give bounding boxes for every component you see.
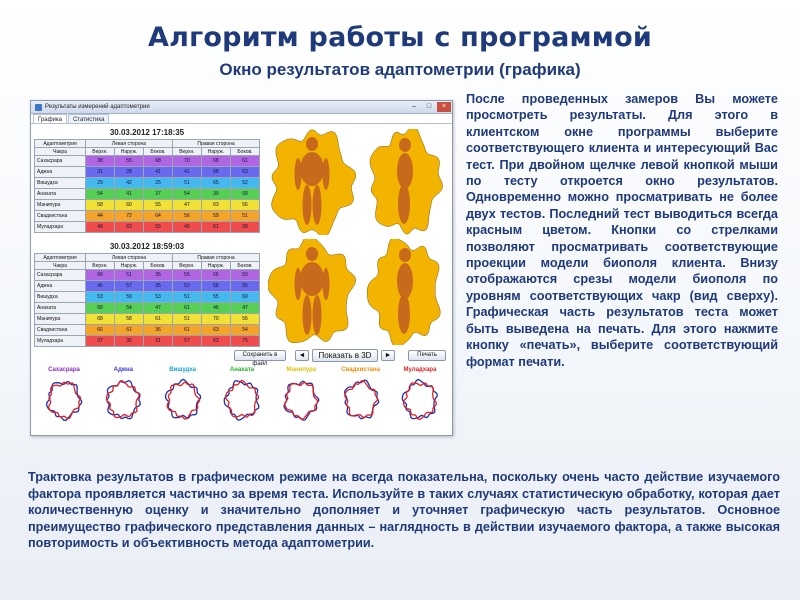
chakra-name: Вишудха bbox=[35, 178, 86, 189]
show-3d-button[interactable]: Показать в 3D bbox=[312, 349, 378, 362]
front-projection bbox=[268, 129, 356, 235]
column-header: Наруж. bbox=[115, 262, 144, 270]
value-cell: 61 bbox=[115, 325, 144, 336]
chakra-slice bbox=[213, 375, 271, 425]
value-cell: 38 bbox=[86, 156, 115, 167]
chakra-section bbox=[35, 365, 93, 425]
test-date: 30.03.2012 17:18:35 bbox=[109, 128, 185, 137]
value-cell: 37 bbox=[86, 336, 115, 347]
slide-subtitle: Окно результатов адаптометрии (графика) bbox=[219, 60, 581, 79]
app-icon bbox=[35, 104, 42, 111]
column-header: Наруж. bbox=[201, 262, 230, 270]
chakra-label: Манипура bbox=[286, 367, 317, 373]
chakra-name: Муладхара bbox=[35, 222, 86, 233]
value-cell: 42 bbox=[115, 178, 144, 189]
value-cell: 55 bbox=[115, 156, 144, 167]
slice-contour-2 bbox=[345, 381, 378, 418]
slice-contour-1 bbox=[165, 379, 200, 418]
chakra-name: Манипура bbox=[35, 314, 86, 325]
table-header-row bbox=[35, 254, 260, 262]
chakra-name: Свадхистана bbox=[35, 325, 86, 336]
value-cell: 46 bbox=[201, 303, 230, 314]
value-cell: 61 bbox=[172, 325, 201, 336]
chakra-section bbox=[272, 365, 330, 425]
column-header: Боков. bbox=[230, 262, 259, 270]
chakra-section bbox=[154, 365, 212, 425]
value-cell: 65 bbox=[201, 178, 230, 189]
value-cell: 61 bbox=[230, 156, 259, 167]
value-cell: 56 bbox=[230, 200, 259, 211]
table-row[interactable] bbox=[35, 167, 260, 178]
value-cell: 56 bbox=[172, 211, 201, 222]
table-row[interactable] bbox=[35, 281, 260, 292]
value-cell: 63 bbox=[115, 222, 144, 233]
value-cell: 55 bbox=[143, 222, 172, 233]
table-row[interactable] bbox=[35, 314, 260, 325]
results-table bbox=[34, 139, 260, 233]
value-cell: 54 bbox=[86, 189, 115, 200]
value-cell: 58 bbox=[115, 314, 144, 325]
adaptometry-header: Адаптометрия bbox=[35, 254, 86, 262]
value-cell: 44 bbox=[86, 211, 115, 222]
value-cell: 51 bbox=[115, 270, 144, 281]
tab-graphics[interactable]: Графика bbox=[33, 114, 67, 123]
chakra-slice bbox=[272, 375, 330, 425]
value-cell: 51 bbox=[172, 178, 201, 189]
value-cell: 47 bbox=[143, 303, 172, 314]
table-subheader-row bbox=[35, 262, 260, 270]
chakra-section bbox=[213, 365, 271, 425]
table-row[interactable] bbox=[35, 325, 260, 336]
value-cell: 36 bbox=[143, 325, 172, 336]
column-header: Боков. bbox=[143, 262, 172, 270]
value-cell: 35 bbox=[115, 336, 144, 347]
chakra-slice bbox=[391, 375, 449, 425]
table-row[interactable] bbox=[35, 336, 260, 347]
column-header: Верхн. bbox=[86, 148, 115, 156]
value-cell: 35 bbox=[143, 281, 172, 292]
table-row[interactable] bbox=[35, 303, 260, 314]
table-row[interactable] bbox=[35, 292, 260, 303]
value-cell: 68 bbox=[86, 314, 115, 325]
value-cell: 45 bbox=[86, 281, 115, 292]
value-cell: 66 bbox=[86, 325, 115, 336]
value-cell: 53 bbox=[86, 292, 115, 303]
value-cell: 68 bbox=[86, 270, 115, 281]
column-header: Наруж. bbox=[201, 148, 230, 156]
chakra-name: Анахата bbox=[35, 303, 86, 314]
value-cell: 53 bbox=[143, 292, 172, 303]
adaptometry-header: Адаптометрия bbox=[35, 140, 86, 148]
chakra-name: Аджна bbox=[35, 167, 86, 178]
value-cell: 59 bbox=[201, 211, 230, 222]
table-row[interactable] bbox=[35, 156, 260, 167]
value-cell: 37 bbox=[143, 189, 172, 200]
chakra-sections bbox=[35, 365, 449, 425]
chakra-name: Аджна bbox=[35, 281, 86, 292]
tab-statistics[interactable]: Статистика bbox=[68, 114, 110, 123]
value-cell: 54 bbox=[115, 303, 144, 314]
slide-title: Алгоритм работы с программой bbox=[148, 22, 652, 53]
chakra-section bbox=[391, 365, 449, 425]
slice-contour-2 bbox=[285, 383, 318, 420]
value-cell: 41 bbox=[143, 167, 172, 178]
chakra-label: Сахасрара bbox=[48, 367, 80, 373]
value-cell: 41 bbox=[172, 167, 201, 178]
value-cell: 31 bbox=[143, 336, 172, 347]
value-cell: 66 bbox=[201, 270, 230, 281]
chakra-header: Чакра bbox=[35, 262, 86, 270]
value-cell: 72 bbox=[115, 211, 144, 222]
left-side-header: Левая сторона bbox=[86, 140, 173, 148]
value-cell: 58 bbox=[201, 281, 230, 292]
result-block-1 bbox=[34, 127, 260, 233]
value-cell: 49 bbox=[86, 222, 115, 233]
window-titlebar[interactable] bbox=[31, 101, 452, 114]
value-cell: 25 bbox=[143, 178, 172, 189]
save-to-file-button[interactable]: Сохранить в файл bbox=[234, 350, 286, 361]
value-cell: 55 bbox=[230, 281, 259, 292]
value-cell: 55 bbox=[143, 200, 172, 211]
value-cell: 58 bbox=[230, 222, 259, 233]
value-cell: 59 bbox=[115, 292, 144, 303]
value-cell: 47 bbox=[172, 200, 201, 211]
value-cell: 70 bbox=[172, 156, 201, 167]
table-row[interactable] bbox=[35, 200, 260, 211]
column-header: Верхн. bbox=[172, 262, 201, 270]
value-cell: 70 bbox=[201, 314, 230, 325]
arrow-right-button[interactable]: ► bbox=[381, 350, 395, 361]
chakra-name: Вишудха bbox=[35, 292, 86, 303]
window-title: Результаты измерений адаптометрии bbox=[45, 104, 150, 110]
arrow-left-button[interactable]: ◄ bbox=[295, 350, 309, 361]
value-cell: 68 bbox=[201, 167, 230, 178]
front-projection bbox=[268, 239, 356, 345]
value-cell: 31 bbox=[86, 167, 115, 178]
table-row[interactable] bbox=[35, 189, 260, 200]
column-header: Верхн. bbox=[86, 262, 115, 270]
value-cell: 35 bbox=[143, 270, 172, 281]
minimize-button[interactable]: – bbox=[412, 103, 416, 110]
value-cell: 57 bbox=[115, 281, 144, 292]
value-cell: 55 bbox=[201, 292, 230, 303]
results-table bbox=[34, 253, 260, 347]
right-side-header: Правая сторона bbox=[172, 254, 259, 262]
chakra-slice bbox=[94, 375, 152, 425]
chakra-label: Свадхистана bbox=[341, 367, 380, 373]
value-cell: 59 bbox=[230, 270, 259, 281]
value-cell: 54 bbox=[230, 325, 259, 336]
chakra-name: Свадхистана bbox=[35, 211, 86, 222]
table-row[interactable] bbox=[35, 270, 260, 281]
chakra-slice bbox=[154, 375, 212, 425]
biofield-projections-2 bbox=[265, 239, 451, 345]
value-cell: 56 bbox=[230, 314, 259, 325]
side-projection bbox=[361, 129, 449, 235]
value-cell: 64 bbox=[143, 211, 172, 222]
value-cell: 39 bbox=[201, 189, 230, 200]
value-cell: 68 bbox=[86, 303, 115, 314]
column-header: Верхн. bbox=[172, 148, 201, 156]
value-cell: 61 bbox=[143, 314, 172, 325]
table-header-row bbox=[35, 140, 260, 148]
value-cell: 54 bbox=[172, 189, 201, 200]
side-projection bbox=[361, 239, 449, 345]
results-window bbox=[30, 100, 453, 436]
value-cell: 75 bbox=[230, 336, 259, 347]
chakra-section bbox=[94, 365, 152, 425]
chakra-name: Манипура bbox=[35, 200, 86, 211]
value-cell: 60 bbox=[230, 292, 259, 303]
table-row[interactable] bbox=[35, 222, 260, 233]
value-cell: 52 bbox=[230, 178, 259, 189]
value-cell: 68 bbox=[201, 156, 230, 167]
table-row[interactable] bbox=[35, 178, 260, 189]
print-button[interactable]: Печать bbox=[408, 350, 446, 361]
value-cell: 63 bbox=[201, 336, 230, 347]
column-header: Наруж. bbox=[115, 148, 144, 156]
value-cell: 47 bbox=[230, 303, 259, 314]
value-cell: 63 bbox=[201, 325, 230, 336]
chakra-name: Муладхара bbox=[35, 336, 86, 347]
table-row[interactable] bbox=[35, 211, 260, 222]
value-cell: 28 bbox=[115, 167, 144, 178]
chakra-label: Муладхара bbox=[403, 367, 437, 373]
tab-bar bbox=[31, 114, 452, 124]
value-cell: 55 bbox=[172, 270, 201, 281]
value-cell: 63 bbox=[230, 167, 259, 178]
value-cell: 45 bbox=[172, 222, 201, 233]
chakra-slice bbox=[35, 375, 93, 425]
close-button[interactable]: × bbox=[437, 102, 451, 112]
chakra-section bbox=[332, 365, 390, 425]
result-block-2 bbox=[34, 241, 260, 347]
chakra-label: Аджна bbox=[113, 367, 133, 373]
chakra-name: Сахасрара bbox=[35, 156, 86, 167]
column-header: Боков. bbox=[143, 148, 172, 156]
test-date: 30.03.2012 18:59:03 bbox=[109, 242, 185, 251]
value-cell: 41 bbox=[115, 189, 144, 200]
chakra-slice bbox=[332, 375, 390, 425]
value-cell: 68 bbox=[143, 156, 172, 167]
bottom-description: Трактовка результатов в графическом режиме на всегда показательна, поскольку очень часто действие изучаемого фактора проявляется частично за время теста. Используйте в таких случаях статистическую обработку, которая дает количественную оценку и значительно дополняет и уточняет графическую часть результатов. Основное преимущество графического представления данных – наглядность в действии изучаемого фактора, а также высокая повторимость и объективность метода адаптометрии. bbox=[28, 470, 780, 551]
value-cell: 68 bbox=[230, 189, 259, 200]
value-cell: 57 bbox=[172, 336, 201, 347]
chakra-label: Анахата bbox=[229, 367, 255, 373]
value-cell: 51 bbox=[230, 211, 259, 222]
right-side-header: Правая сторона bbox=[172, 140, 259, 148]
side-description: После проведенных замеров Вы можете просмотреть результаты. Для этого в клиентском окне программы выберите соответствующего клиента и интересующий Вас тест. При двойном щелчке левой кнопкой мыши по тесту откроется окно результатов. Одновременно можно просматривать не более двух тестов. Последний тест выводиться всегда красным цветом. Кнопки со стрелками позволяют просматривать соответствующие проекции модели биополя клиента. Внизу отображаются срезы модели биополя по уровням соответствующих чакр (вид сверху). Графическая часть результатов теста может быть выведена на печать. Для этого нажмите кнопку «печать», выберите соответствующий формат печати. bbox=[466, 92, 778, 369]
column-header: Боков. bbox=[230, 148, 259, 156]
chakra-name: Анахата bbox=[35, 189, 86, 200]
value-cell: 61 bbox=[172, 303, 201, 314]
biofield-projections-1 bbox=[265, 129, 451, 235]
value-cell: 63 bbox=[201, 200, 230, 211]
value-cell: 60 bbox=[115, 200, 144, 211]
chakra-name: Сахасрара bbox=[35, 270, 86, 281]
value-cell: 58 bbox=[86, 200, 115, 211]
value-cell: 51 bbox=[172, 292, 201, 303]
slice-contour-2 bbox=[49, 382, 81, 418]
table-subheader-row bbox=[35, 148, 260, 156]
maximize-button[interactable]: □ bbox=[426, 103, 432, 110]
value-cell: 51 bbox=[172, 314, 201, 325]
left-side-header: Левая сторона bbox=[86, 254, 173, 262]
value-cell: 29 bbox=[86, 178, 115, 189]
chakra-label: Вишудха bbox=[169, 367, 196, 373]
chakra-header: Чакра bbox=[35, 148, 86, 156]
value-cell: 61 bbox=[201, 222, 230, 233]
value-cell: 53 bbox=[172, 281, 201, 292]
